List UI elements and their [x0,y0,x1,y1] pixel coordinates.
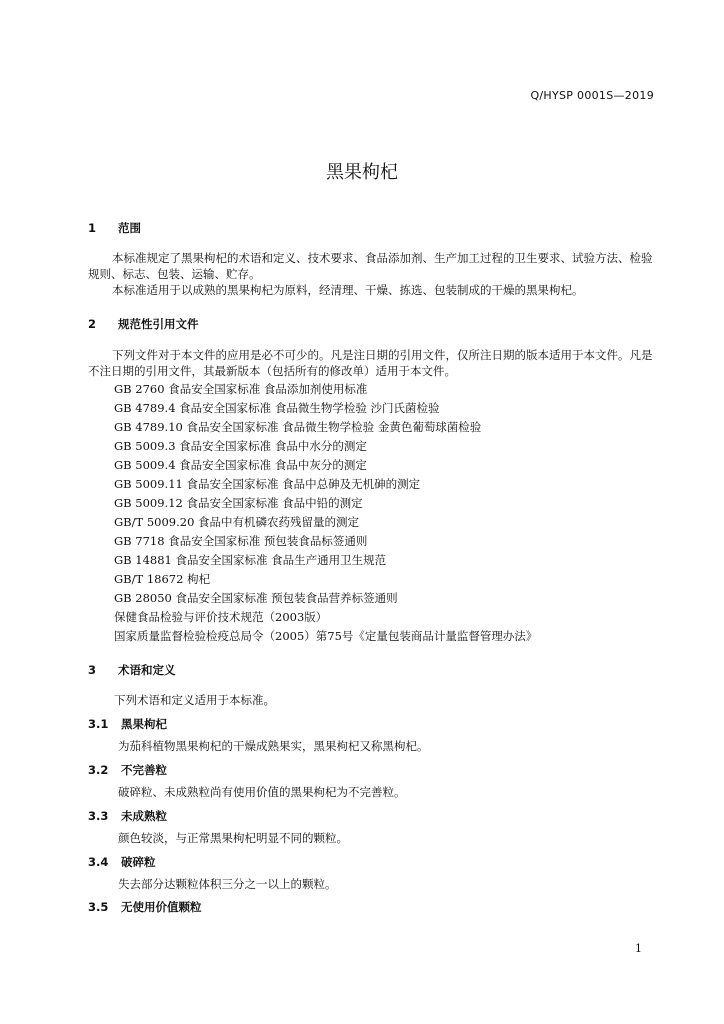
term-number: 3.3 [88,809,109,823]
reference-list [114,380,537,646]
reference-item: GB 5009.4 食品安全国家标准 食品中灰分的测定 [114,458,367,472]
section-1-para-2: 本标准适用于以成熟的黑果枸杞为原料，经清理、干燥、拣选、包装制成的干燥的黑果枸杞。 [112,283,584,297]
section-3-heading [88,662,176,678]
reference-item: 国家质量监督检验检疫总局令（2005）第75号《定量包装商品计量监督管理办法》 [114,629,538,643]
reference-item: GB 4789.10 食品安全国家标准 食品微生物学检验 金黄色葡萄球菌检验 [114,420,482,434]
term-name: 未成熟粒 [121,809,167,823]
term-number: 3.2 [88,763,109,777]
term-heading [88,899,202,915]
reference-item: GB 5009.12 食品安全国家标准 食品中铅的测定 [114,496,363,510]
section-2-heading [88,316,199,332]
page-title: 黑果枸杞 [326,162,398,183]
term-number: 3.5 [88,900,109,914]
section-3-intro: 下列术语和定义适用于本标准。 [114,693,275,707]
section-2-number: 2 [88,317,97,331]
term-name: 黑果枸杞 [121,717,167,731]
term-number: 3.1 [88,717,109,731]
reference-item: GB/T 5009.20 食品中有机磷农药残留量的测定 [114,515,360,529]
section-2-title: 规范性引用文件 [118,317,199,331]
reference-item: GB 5009.3 食品安全国家标准 食品中水分的测定 [114,439,367,453]
reference-item: GB/T 18672 枸杞 [114,572,211,586]
reference-item: GB 7718 食品安全国家标准 预包装食品标签通则 [114,534,368,548]
term-number: 3.4 [88,855,109,869]
term-definition: 失去部分达颗粒体积三分之一以上的颗粒。 [118,877,337,891]
term-definition: 颜色较淡，与正常黑果枸杞明显不同的颗粒。 [118,831,348,845]
section-2-intro: 下列文件对于本文件的应用是必不可少的。凡是注日期的引用文件，仅所注日期的版本适用于本文件。凡是不注日期的引用文件，其最新版本（包括所有的修改单）适用于本文件。 [88,348,653,378]
section-3-number: 3 [88,663,97,677]
term-name: 无使用价值颗粒 [121,900,202,914]
reference-item: GB 28050 食品安全国家标准 预包装食品营养标签通则 [114,591,398,605]
reference-item: 保健食品检验与评价技术规范（2003版） [114,610,328,624]
term-definition: 为茄科植物黑果枸杞的干燥成熟果实，黑果枸杞又称黑枸杞。 [118,739,429,753]
term-heading [88,854,156,870]
term-heading [88,808,167,824]
section-1-number: 1 [88,221,97,235]
term-heading [88,762,167,778]
reference-item: GB 2760 食品安全国家标准 食品添加剂使用标准 [114,382,368,396]
section-1-title: 范围 [118,221,141,235]
reference-item: GB 4789.4 食品安全国家标准 食品微生物学检验 沙门氏菌检验 [114,401,440,415]
reference-item: GB 14881 食品安全国家标准 食品生产通用卫生规范 [114,553,387,567]
reference-item: GB 5009.11 食品安全国家标准 食品中总砷及无机砷的测定 [114,477,421,491]
page-number: 1 [635,942,642,955]
term-name: 不完善粒 [121,763,167,777]
section-1-para-1: 本标准规定了黑果枸杞的术语和定义、技术要求、食品添加剂、生产加工过程的卫生要求、试验方法、检验规则、标志、包装、运输、贮存。 [88,251,653,281]
term-definition: 破碎粒、未成熟粒尚有使用价值的黑果枸杞为不完善粒。 [118,785,406,799]
term-name: 破碎粒 [121,855,156,869]
section-1-heading [88,220,141,236]
section-3-title: 术语和定义 [118,663,176,677]
standard-code: Q/HYSP 0001S—2019 [530,89,654,102]
term-heading [88,716,167,732]
